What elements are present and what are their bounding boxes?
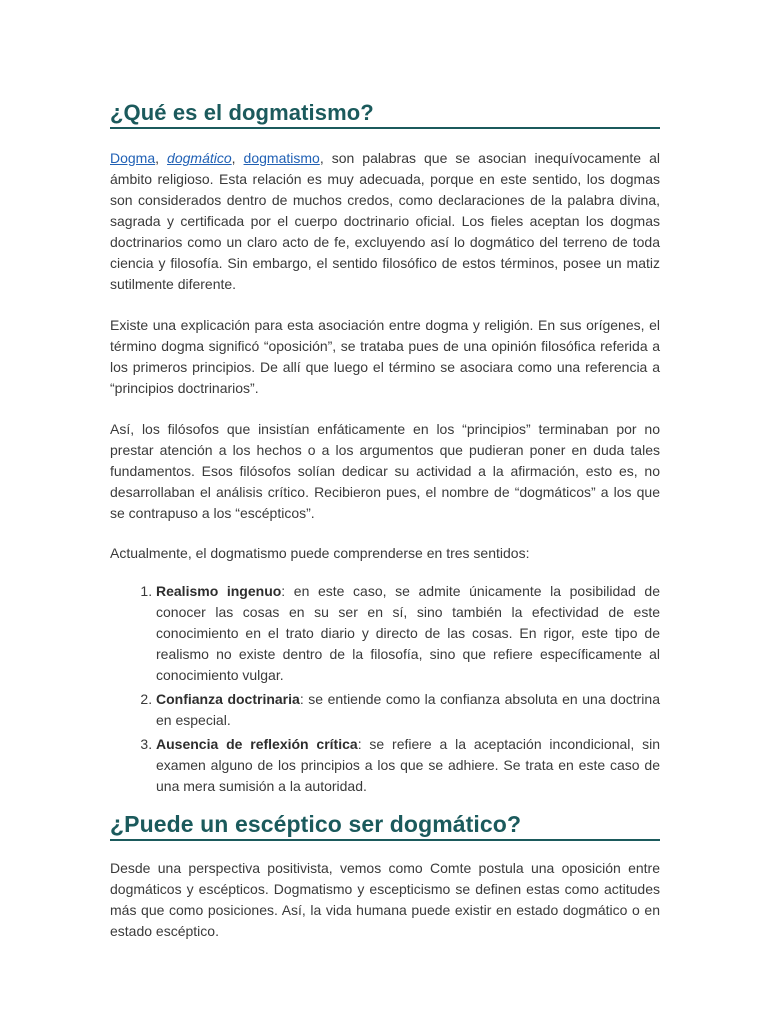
list-item-text: : se entiende como la confianza absoluta en una doctrina en especial.	[156, 691, 660, 728]
paragraph-positivismo: Desde una perspectiva positivista, vemos como Comte postula una oposición entre dogmáticos y escépticos. Dogmatismo y escepticismo se definen estas como actitudes más que como posiciones. Así, la vida humana puede existir en estado dogmático o en estado escéptico.	[110, 860, 660, 939]
link-dogmatismo[interactable]: dogmatismo	[243, 150, 320, 166]
list-item	[156, 689, 660, 731]
link-dogmatico[interactable]	[167, 150, 232, 166]
list-item-text: : en este caso, se admite únicamente la posibilidad de conocer las cosas en su ser en sí, sino también la efectividad de este conocimiento en el trato diario y directo de las cosas. En rigor, este tipo de realismo no existe dentro de la filosofía, sino que refiere específicamente al conocimiento vulgar.	[156, 583, 660, 683]
paragraph-sentidos: Actualmente, el dogmatismo puede comprenderse en tres sentidos:	[110, 545, 530, 561]
paragraph-filosofos: Así, los filósofos que insistían enfáticamente en los “principios” terminaban por no prestar atención a los hechos o a los argumentos que pudieran poner en duda tales fundamentos. Esos filósofos solían dedicar su actividad a la afirmación, esto es, no desarrollaban el análisis crítico. Recibieron pues, el nombre de “dogmáticos” a los que se contrapuso a los “escépticos”.	[110, 421, 660, 521]
separator: ,	[231, 150, 244, 166]
list-item-term: Ausencia de reflexión crítica	[156, 736, 358, 752]
list-item	[156, 734, 660, 797]
section-heading-dogmatismo: ¿Qué es el dogmatismo?	[110, 100, 660, 129]
paragraph-intro-text: , son palabras que se asocian inequívocamente al ámbito religioso. Esta relación es muy adecuada, porque en este sentido, los dogmas son considerados dentro de muchos credos, como declaraciones de la palabra divina, sagrada y certificada por el cuerpo doctrinario oficial. Los fieles aceptan los dogmas doctrinarios como un claro acto de fe, excluyendo así lo dogmático del terreno de toda ciencia y filosofía. Sin embargo, el sentido filosófico de estos términos, posee un matiz sutilmente diferente.	[110, 150, 660, 292]
link-dogmatico-text: dogmático	[167, 150, 232, 166]
link-dogma[interactable]: Dogma	[110, 150, 156, 166]
paragraph-intro	[110, 148, 660, 295]
list-item-term: Confianza doctrinaria	[156, 691, 300, 707]
list-item-term: Realismo ingenuo	[156, 583, 282, 599]
list-item-text: : se refiere a la aceptación incondicional, sin examen alguno de los principios a los que se adhiere. Se trata en este caso de una mera sumisión a la autoridad.	[156, 736, 660, 794]
list-item	[156, 581, 660, 686]
separator: ,	[155, 150, 168, 166]
section-heading-esceptico: ¿Puede un escéptico ser dogmático?	[110, 810, 660, 841]
sentidos-list	[110, 581, 660, 800]
paragraph-origen: Existe una explicación para esta asociación entre dogma y religión. En sus orígenes, el término dogma significó “oposición”, se trataba pues de una opinión filosófica referida a los primeros principios. De allí que luego el término se asociara como una referencia a “principios doctrinarios”.	[110, 317, 660, 396]
